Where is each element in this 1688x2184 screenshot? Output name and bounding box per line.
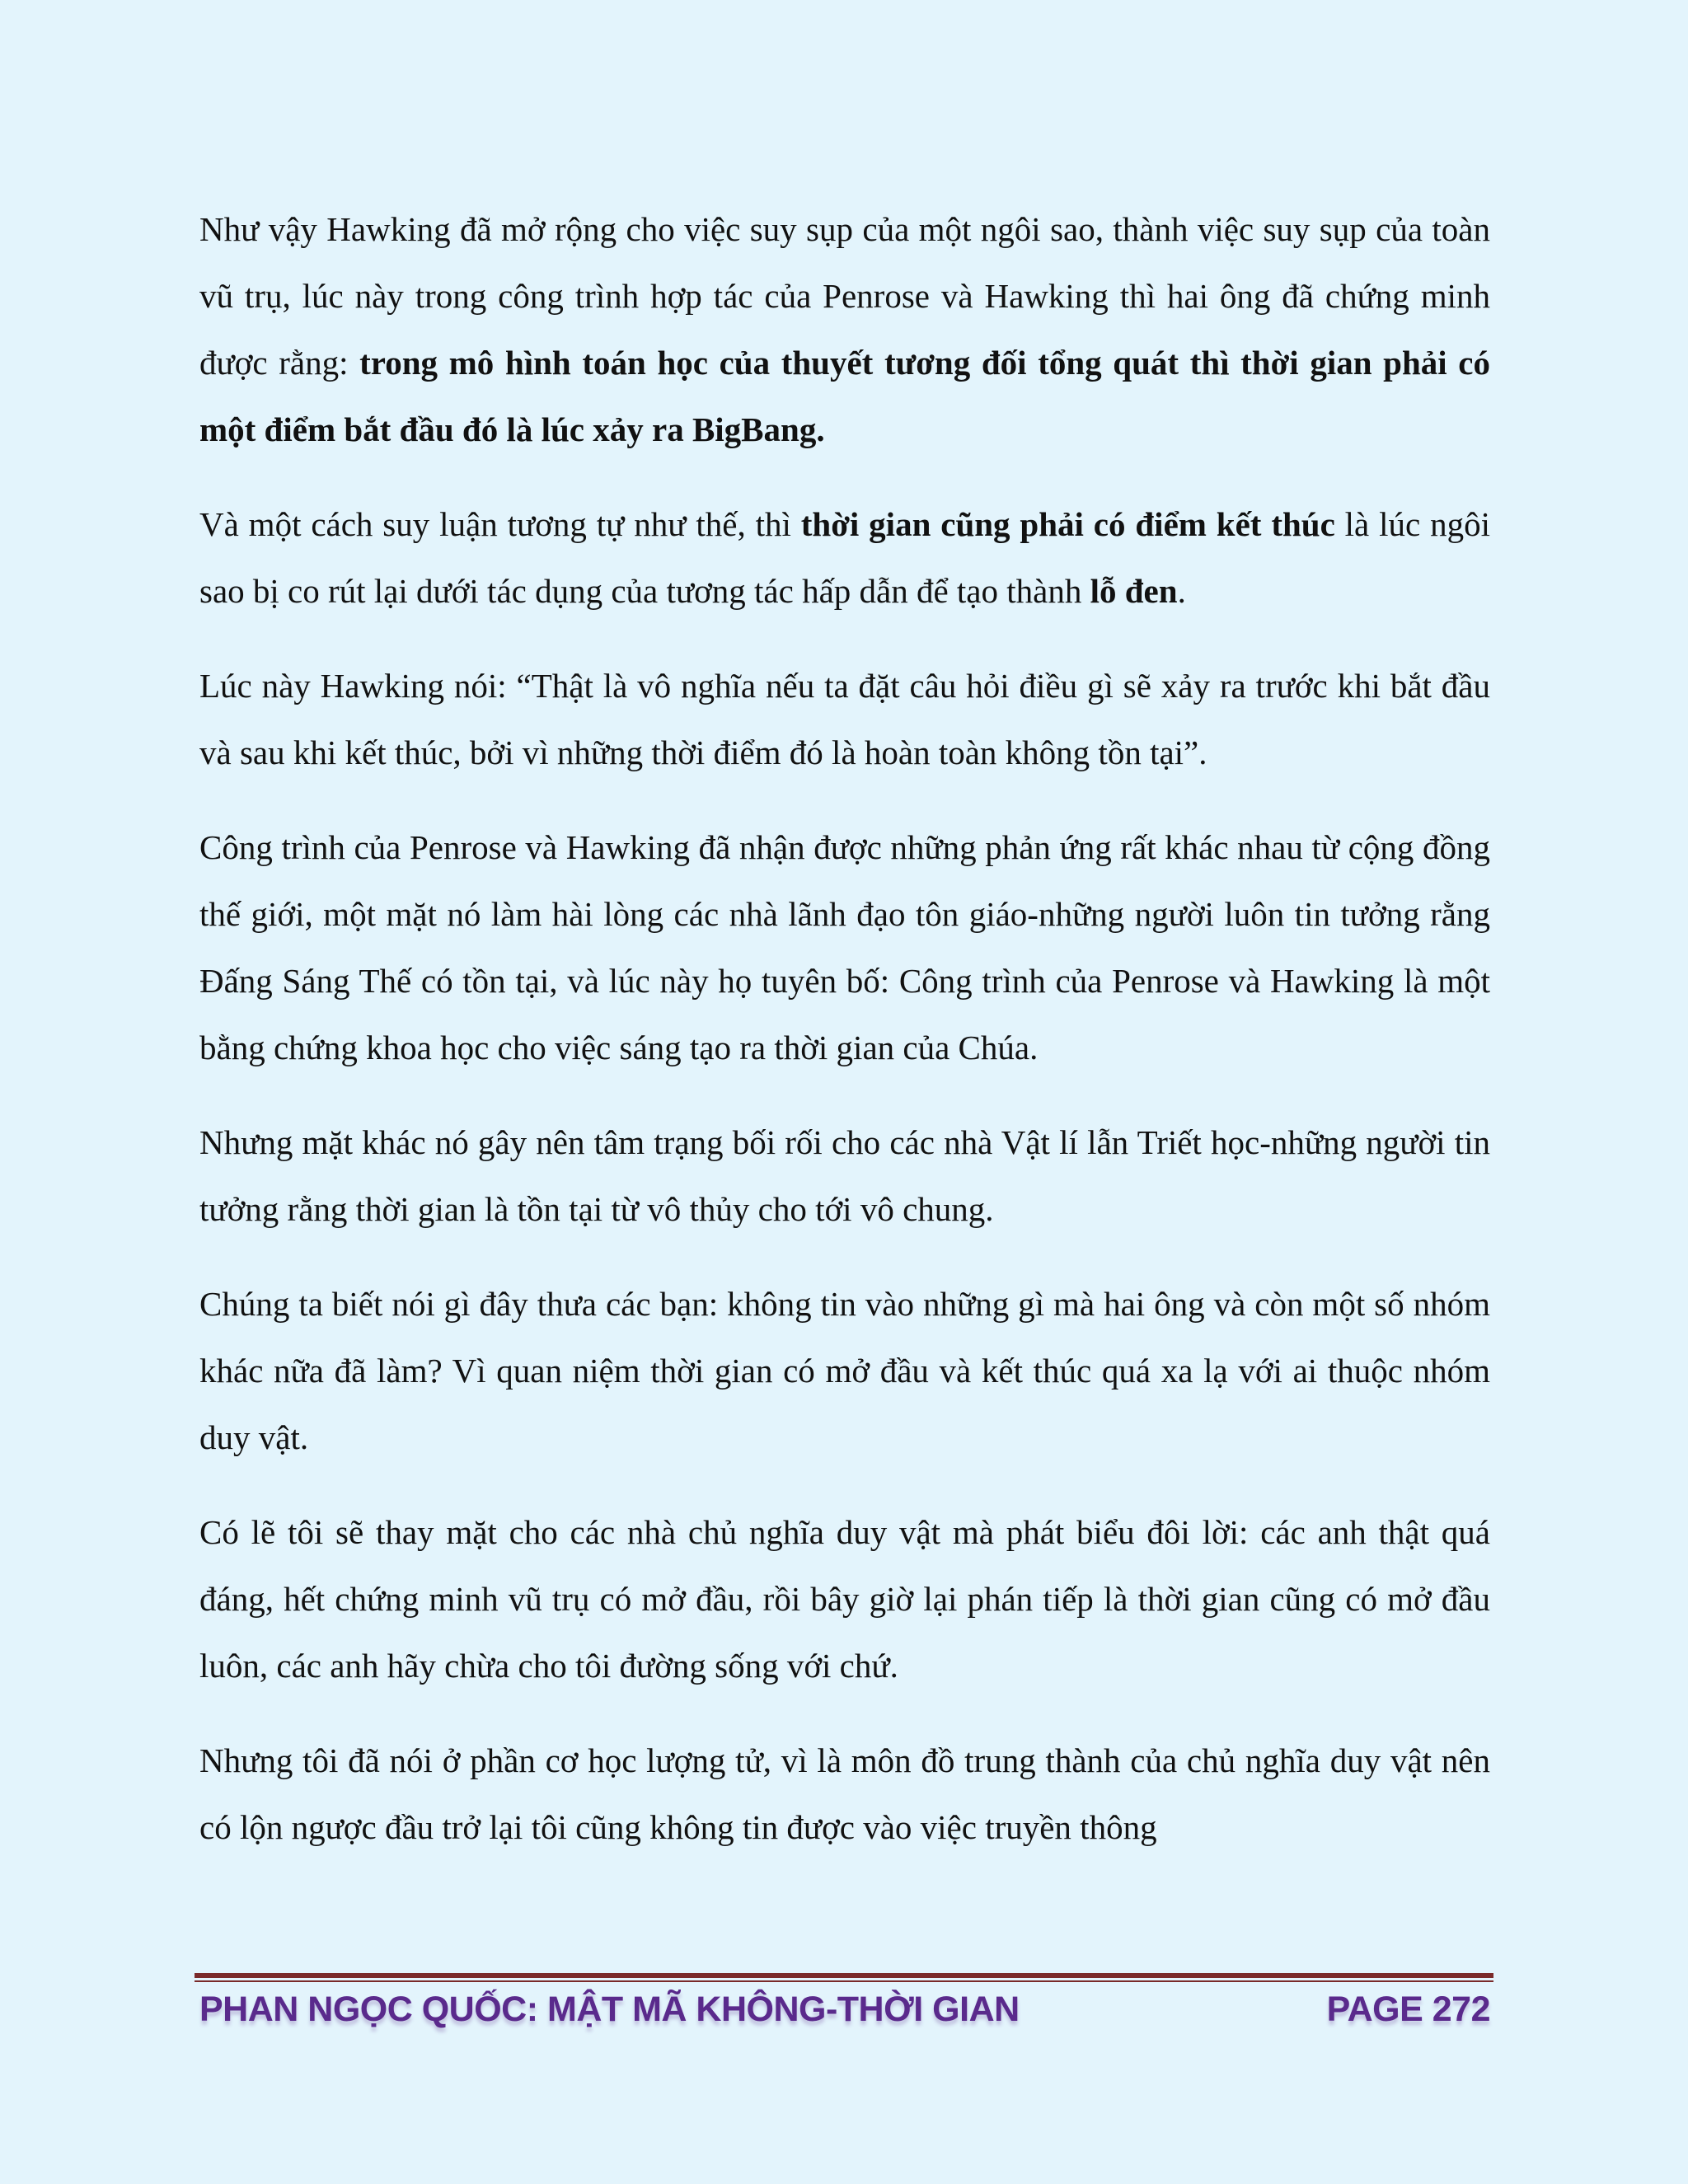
text-segment: Và một cách suy luận tương tự như thế, thì xyxy=(199,505,801,543)
paragraph xyxy=(199,1271,1490,1471)
paragraph xyxy=(199,1499,1490,1699)
document-body xyxy=(199,196,1490,1889)
text-segment: Lúc này Hawking nói: “Thật là vô nghĩa nếu ta đặt câu hỏi điều gì sẽ xảy ra trước khi bắt đầu và sau khi kết thúc, bởi vì những thời điểm đó là hoàn toàn không tồn tại”. xyxy=(199,667,1490,771)
paragraph xyxy=(199,196,1490,463)
footer-book-title: PHAN NGỌC QUỐC: MẬT MÃ KHÔNG-THỜI GIAN xyxy=(199,1990,1020,2029)
text-segment: là lúc ngôi sao bị co rút lại dưới tác dụng của tương tác hấp dẫn để tạo thành xyxy=(199,505,1490,610)
text-segment: Chúng ta biết nói gì đây thưa các bạn: không tin vào những gì mà hai ông và còn một số nhóm khác nữa đã làm? Vì quan niệm thời gian có mở đầu và kết thúc quá xa lạ với ai thuộc nhóm duy vật. xyxy=(199,1285,1490,1456)
footer-page-number: PAGE 272 xyxy=(1326,1990,1490,2029)
paragraph xyxy=(199,1727,1490,1861)
paragraph xyxy=(199,814,1490,1081)
text-segment: Nhưng mặt khác nó gây nên tâm trạng bối rối cho các nhà Vật lí lẫn Triết học-những người tin tưởng rằng thời gian là tồn tại từ vô thủy cho tới vô chung. xyxy=(199,1123,1490,1228)
text-segment: Có lẽ tôi sẽ thay mặt cho các nhà chủ nghĩa duy vật mà phát biểu đôi lời: các anh thật quá đáng, hết chứng minh vũ trụ có mở đầu, rồi bây giờ lại phán tiếp là thời gian cũng có mở đầu luôn, các anh hãy chừa cho tôi đường sống với chứ. xyxy=(199,1513,1490,1685)
text-segment: Nhưng tôi đã nói ở phần cơ học lượng tử, vì là môn đồ trung thành của chủ nghĩa duy vật nên có lộn ngược đầu trở lại tôi cũng không tin được vào việc truyền thông xyxy=(199,1741,1490,1846)
footer-divider-thin xyxy=(195,1980,1493,1982)
bold-text-segment: lỗ đen xyxy=(1090,572,1178,610)
footer-divider xyxy=(195,1973,1493,1983)
text-segment: Như vậy Hawking đã mở rộng cho việc suy sụp của một ngôi sao, thành việc suy sụp của toàn vũ trụ, lúc này trong công trình hợp tác của Penrose và Hawking thì hai ông đã chứng minh được rằng: xyxy=(199,210,1490,382)
footer-divider-thick xyxy=(195,1973,1493,1978)
paragraph xyxy=(199,491,1490,625)
bold-text-segment: trong mô hình toán học của thuyết tương đối tổng quát thì thời gian phải có một điểm bắt đầu đó là lúc xảy ra BigBang. xyxy=(199,344,1490,448)
text-segment: . xyxy=(1177,572,1186,610)
paragraph xyxy=(199,1109,1490,1243)
text-segment: Công trình của Penrose và Hawking đã nhận được những phản ứng rất khác nhau từ cộng đồng thế giới, một mặt nó làm hài lòng các nhà lãnh đạo tôn giáo-những người luôn tin tưởng rằng Đấng Sáng Thế có tồn tại, và lúc này họ tuyên bố: Công trình của Penrose và Hawking là một bằng chứng khoa học cho việc sáng tạo ra thời gian của Chúa. xyxy=(199,828,1490,1066)
page-footer xyxy=(199,1985,1490,2042)
paragraph xyxy=(199,653,1490,786)
bold-text-segment: thời gian cũng phải có điểm kết thúc xyxy=(800,505,1335,543)
